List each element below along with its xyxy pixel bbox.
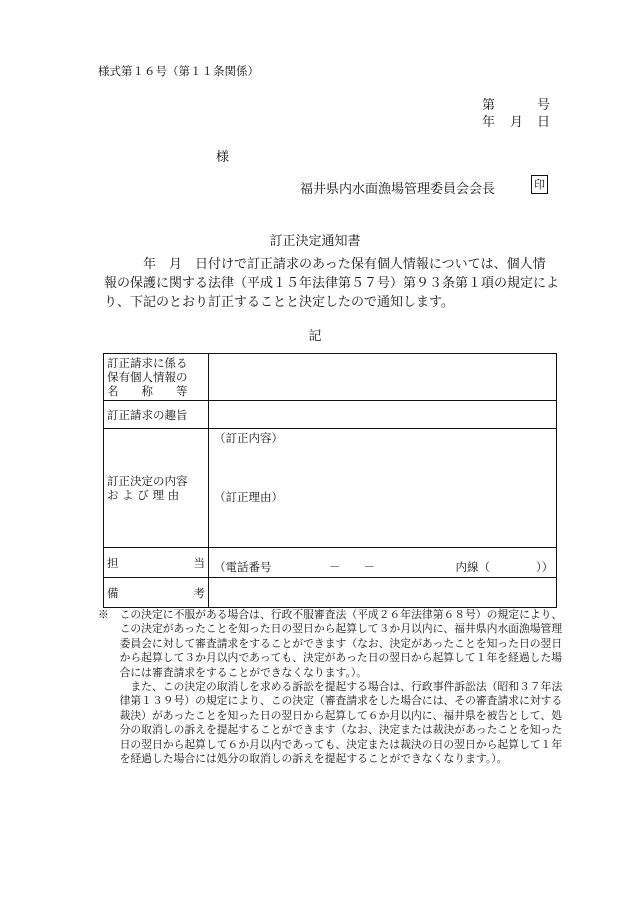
phone-number-line: （電話番号 － － 内線（ ）） (214, 560, 554, 574)
notes-section (98, 608, 563, 766)
body-line: り、下記のとおり訂正することと決定したので通知します。 (104, 295, 454, 310)
note-line: から起算して３か月以内であっても、決定があった日の翌日から起算して１年を経過した場 (98, 651, 563, 665)
label-char: 当 (193, 555, 205, 570)
seal-box: 印 (531, 175, 548, 194)
row-label-contact (104, 548, 209, 578)
row-label-remarks (104, 578, 209, 608)
table-row (104, 578, 557, 608)
value-contact[interactable] (209, 548, 557, 578)
correction-content-label: （訂正内容） (214, 431, 283, 445)
note-line: ※ この決定に不服がある場合は、行政不服審査法（平成２６年法律第６８号）の規定により、 (98, 608, 563, 621)
date-day: 日 (537, 115, 551, 130)
document-title: 訂正決定通知書 (269, 234, 361, 249)
value-decision[interactable] (209, 429, 557, 548)
number-label-dai: 第 (482, 98, 496, 113)
value-remarks[interactable] (209, 578, 557, 608)
note-line: また、この決定の取消しを求める訴訟を提起する場合は、行政事件訴訟法（昭和３７年法 (98, 680, 563, 694)
label-line: お よ び 理 由 (107, 488, 180, 502)
label-line: 訂正決定の内容 (107, 474, 188, 488)
number-label-go: 号 (537, 98, 551, 113)
note-line: 合には審査請求をすることができなくなります。）。 (98, 665, 368, 679)
note-line: 日の翌日から起算して６か月以内であっても、決定または裁決の日の翌日から起算して１年 (98, 737, 563, 751)
note-line: を経過した場合には処分の取消しの訴えを提起することができなくなります。）。 (98, 752, 508, 766)
value-info-name[interactable] (209, 354, 557, 401)
body-line: 報の保護に関する法律（平成１５年法律第５７号）第９３条第１項の規定によ (104, 276, 560, 291)
table-row (104, 401, 557, 429)
label-line: 訂正請求に係る (107, 356, 188, 370)
row-label-purpose (104, 401, 209, 429)
label-line: 訂正請求の趣旨 (107, 407, 188, 422)
label-line: 名 称 等 (107, 384, 188, 398)
note-line: 委員会に対して審査請求をすることができます（なお、決定があったことを知った日の翌日 (98, 636, 563, 650)
label-char: 備 (107, 585, 119, 600)
addressee-suffix: 様 (216, 150, 230, 165)
form-number: 様式第１６号（第１１条関係） (98, 64, 259, 78)
ki-heading: 記 (308, 329, 322, 344)
date-month: 月 (510, 115, 524, 130)
row-label-decision (104, 429, 209, 548)
sender-name: 福井県内水面漁場管理委員会会長 (300, 182, 496, 197)
note-line: 律第１３９号）の規定により、この決定（審査請求をした場合には、その審査請求に対する (98, 694, 563, 708)
note-line: この決定があったことを知った日の翌日から起算して３か月以内に、福井県内水面漁場管理 (98, 622, 563, 636)
date-year: 年 (482, 115, 496, 130)
body-text (104, 255, 560, 312)
label-char: 担 (107, 555, 119, 570)
label-line: 保有個人情報の (107, 370, 188, 384)
body-line: 年 月 日付けで訂正請求のあった保有個人情報については、個人情 (104, 257, 546, 272)
value-purpose[interactable] (209, 401, 557, 429)
label-line (104, 556, 208, 570)
label-char: 考 (193, 585, 205, 600)
table-row (104, 429, 557, 548)
label-line (104, 586, 208, 600)
note-line: 裁決）があったことを知った日の翌日から起算して６か月以内に、福井県を被告として、処 (98, 708, 562, 722)
table-row (104, 548, 557, 578)
decision-table (103, 353, 557, 608)
table-row (104, 354, 557, 401)
row-label-info-name (104, 354, 209, 401)
correction-reason-label: （訂正理由） (214, 490, 283, 504)
note-line: 分の取消しの訴えを提起することができます（なお、決定または裁決があったことを知った (98, 723, 563, 737)
